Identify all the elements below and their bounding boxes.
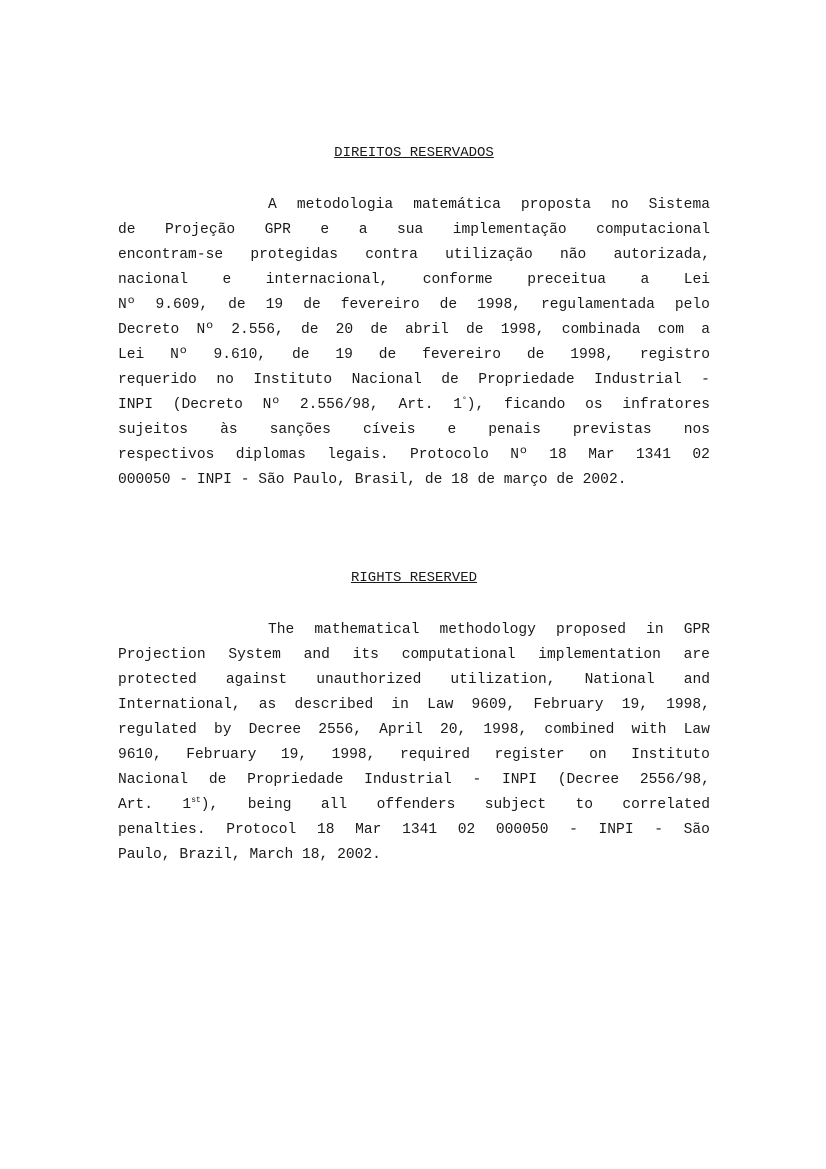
word: 000050 xyxy=(495,822,549,838)
word: 1341 xyxy=(635,447,671,463)
word: nacional xyxy=(118,272,189,288)
ordinal-superscript: ° xyxy=(461,396,467,405)
word: 2.556, xyxy=(231,322,284,338)
word: 9.609, xyxy=(155,297,209,313)
word: A xyxy=(268,197,277,213)
word: São xyxy=(258,472,285,488)
word: implementation xyxy=(538,647,661,663)
word: 1998, xyxy=(570,347,615,363)
word: Projeção xyxy=(165,222,236,238)
word: a xyxy=(640,272,650,288)
word: - xyxy=(569,822,578,838)
word: The xyxy=(268,622,295,638)
word: in xyxy=(391,697,409,713)
word: 20 xyxy=(335,322,354,338)
text-line xyxy=(118,693,710,718)
text-line xyxy=(118,318,710,343)
word: a xyxy=(358,222,368,238)
word: 9.610, xyxy=(213,347,267,363)
word: National xyxy=(584,672,655,688)
text-line xyxy=(118,768,710,793)
word: combinada xyxy=(561,322,641,338)
word: Protocolo xyxy=(410,447,489,463)
word: utilização xyxy=(445,247,533,263)
word: de xyxy=(424,472,443,488)
word: de xyxy=(439,297,458,313)
word: 19 xyxy=(335,347,353,363)
word: proposta xyxy=(520,197,591,213)
word: respectivos xyxy=(118,447,215,463)
word: 18 xyxy=(549,447,567,463)
word: 1998, xyxy=(666,697,710,713)
word: Instituto xyxy=(631,747,710,763)
word: - xyxy=(701,372,710,388)
word: registro xyxy=(639,347,710,363)
word: Art. xyxy=(398,397,434,413)
word: - xyxy=(654,822,663,838)
word: Art. xyxy=(118,797,154,813)
article-number: 1 xyxy=(182,797,192,813)
word: cíveis xyxy=(362,422,416,438)
word: with xyxy=(631,722,667,738)
word: previstas xyxy=(572,422,652,438)
word: de xyxy=(300,322,319,338)
text-line xyxy=(118,468,710,493)
word: Industrial xyxy=(594,372,682,388)
word: Propriedade xyxy=(247,772,344,788)
word: - xyxy=(179,472,189,488)
word: não xyxy=(560,247,587,263)
word: Decree xyxy=(248,722,302,738)
text-line xyxy=(118,843,710,868)
heading-rights-reserved: RIGHTS RESERVED xyxy=(350,570,478,586)
text-line xyxy=(118,643,710,668)
word: metodologia xyxy=(296,197,394,213)
word: protegidas xyxy=(250,247,338,263)
word: methodology xyxy=(439,622,536,638)
word: 02 xyxy=(457,822,476,838)
word: de xyxy=(441,372,459,388)
word: computational xyxy=(401,647,516,663)
word: Brazil, xyxy=(179,847,241,863)
word: register xyxy=(494,747,565,763)
word: sua xyxy=(396,222,424,238)
word: mathematical xyxy=(314,622,420,638)
word: 1998, xyxy=(500,322,545,338)
word: Protocol xyxy=(226,822,297,838)
word: GPR xyxy=(683,622,710,638)
word: Mar xyxy=(588,447,615,463)
word: diplomas xyxy=(235,447,306,463)
word: de xyxy=(208,772,227,788)
word: unauthorized xyxy=(316,672,422,688)
word: 2.556/98, xyxy=(299,397,379,413)
text-line xyxy=(118,818,710,843)
word: encontram-se xyxy=(118,247,224,263)
closing-paren: ), xyxy=(466,397,485,413)
word: - xyxy=(240,472,250,488)
word: INPI xyxy=(598,822,634,838)
word: International, xyxy=(118,697,241,713)
word: e xyxy=(320,222,330,238)
word: com xyxy=(657,322,685,338)
word: matemática xyxy=(413,197,501,213)
word: contra xyxy=(365,247,418,263)
word: System xyxy=(228,647,281,663)
word: a xyxy=(701,322,710,338)
text-line xyxy=(118,218,710,243)
word: Mar xyxy=(355,822,382,838)
word: February xyxy=(533,697,604,713)
word: de xyxy=(477,472,495,488)
word: all xyxy=(320,797,348,813)
word: Paulo, xyxy=(293,472,346,488)
word: no xyxy=(216,372,234,388)
word: Lei xyxy=(683,272,710,288)
word: autorizada, xyxy=(613,247,710,263)
word: Nacional xyxy=(118,772,189,788)
word: no xyxy=(611,197,629,213)
word: ficando xyxy=(504,397,566,413)
word: 19 xyxy=(265,297,284,313)
word: de xyxy=(526,347,545,363)
word: to xyxy=(575,797,593,813)
word: combined xyxy=(544,722,615,738)
word: INPI xyxy=(196,472,232,488)
word: by xyxy=(213,722,232,738)
word: março xyxy=(503,472,548,488)
word: Nº xyxy=(262,397,281,413)
text-line xyxy=(118,718,710,743)
word: Propriedade xyxy=(478,372,575,388)
word: penalties. xyxy=(118,822,206,838)
word: Nº xyxy=(510,447,528,463)
word: de xyxy=(466,322,484,338)
word: 1341 xyxy=(402,822,438,838)
word: e xyxy=(222,272,232,288)
word: on xyxy=(589,747,607,763)
word: against xyxy=(225,672,288,688)
word: Nacional xyxy=(351,372,422,388)
word: INPI xyxy=(502,772,538,788)
word: INPI xyxy=(118,397,154,413)
word: 18, xyxy=(302,847,329,863)
word: 9610, xyxy=(118,747,162,763)
word: 20, xyxy=(440,722,467,738)
word: April xyxy=(379,722,423,738)
word: GPR xyxy=(264,222,291,238)
word: São xyxy=(683,822,710,838)
word: are xyxy=(683,647,710,663)
word: e xyxy=(447,422,457,438)
word: os xyxy=(585,397,603,413)
text-line xyxy=(118,793,710,818)
word: regulated xyxy=(118,722,197,738)
text-line xyxy=(118,443,710,468)
word: internacional, xyxy=(265,272,389,288)
word: (Decreto xyxy=(172,397,243,413)
word xyxy=(453,393,484,418)
ordinal-superscript: st xyxy=(191,796,201,805)
word: 1998, xyxy=(483,722,528,738)
word: - xyxy=(472,772,482,788)
word: 19, xyxy=(280,747,308,763)
rights-notice-english xyxy=(118,568,710,868)
word: (Decree xyxy=(557,772,620,788)
word: proposed xyxy=(555,622,627,638)
word: 1998, xyxy=(477,297,521,313)
word: fevereiro xyxy=(340,297,420,313)
text-line xyxy=(118,368,710,393)
word: offenders xyxy=(376,797,456,813)
word: Nº xyxy=(118,297,136,313)
closing-paren: ), xyxy=(200,797,219,813)
word: described xyxy=(294,697,374,713)
word xyxy=(182,793,218,818)
word: 2002. xyxy=(582,472,627,488)
text-line xyxy=(118,343,710,368)
word: de xyxy=(556,472,574,488)
word: Law xyxy=(427,697,454,713)
word: de xyxy=(303,297,321,313)
word: preceitua xyxy=(527,272,607,288)
word: February xyxy=(186,747,257,763)
word: 9609, xyxy=(471,697,516,713)
word: 2556/98, xyxy=(639,772,710,788)
word: correlated xyxy=(622,797,710,813)
text-line xyxy=(118,393,710,418)
word: implementação xyxy=(452,222,567,238)
word: Paulo, xyxy=(118,847,171,863)
word: 18 xyxy=(316,822,335,838)
word: and xyxy=(683,672,710,688)
word: sujeitos xyxy=(118,422,189,438)
text-line xyxy=(118,618,710,643)
word: Sistema xyxy=(648,197,710,213)
word: protected xyxy=(118,672,197,688)
text-line xyxy=(118,668,710,693)
word: Brasil, xyxy=(354,472,417,488)
word: de xyxy=(118,222,136,238)
word: pelo xyxy=(674,297,710,313)
word: Decreto xyxy=(118,322,180,338)
word: penais xyxy=(488,422,541,438)
word: 02 xyxy=(692,447,710,463)
word: 18 xyxy=(451,472,469,488)
word: de xyxy=(228,297,246,313)
word: nos xyxy=(683,422,710,438)
word: computacional xyxy=(596,222,710,238)
text-line xyxy=(118,418,710,443)
word: its xyxy=(352,647,379,663)
word: being xyxy=(247,797,292,813)
word: requerido xyxy=(118,372,197,388)
text-line xyxy=(118,268,710,293)
word: Projection xyxy=(118,647,206,663)
word: legais. xyxy=(327,447,389,463)
word: 2002. xyxy=(337,847,381,863)
heading-direitos-reservados: DIREITOS RESERVADOS xyxy=(334,145,494,161)
word: 19, xyxy=(621,697,648,713)
word: 1998, xyxy=(331,747,376,763)
word: conforme xyxy=(422,272,493,288)
word: March xyxy=(249,847,294,863)
word: regulamentada xyxy=(541,297,655,313)
word: Industrial xyxy=(364,772,452,788)
word: 2556, xyxy=(318,722,363,738)
word: Lei xyxy=(118,347,145,363)
word: 000050 xyxy=(118,472,171,488)
word: fevereiro xyxy=(422,347,501,363)
word: Nº xyxy=(196,322,215,338)
word: Nº xyxy=(170,347,188,363)
word: Law xyxy=(683,722,710,738)
word: utilization, xyxy=(450,672,556,688)
word: subject xyxy=(484,797,547,813)
word: as xyxy=(258,697,277,713)
word: infratores xyxy=(622,397,710,413)
rights-notice-portuguese xyxy=(118,143,710,493)
word: abril xyxy=(405,322,449,338)
article-number: 1 xyxy=(453,397,462,413)
text-line xyxy=(118,293,710,318)
text-line xyxy=(118,193,710,218)
word: Instituto xyxy=(253,372,333,388)
word: and xyxy=(303,647,330,663)
word: de xyxy=(291,347,310,363)
word: às xyxy=(220,422,238,438)
text-line xyxy=(118,743,710,768)
word: in xyxy=(646,622,664,638)
text-line xyxy=(118,243,710,268)
word: sanções xyxy=(269,422,331,438)
word: required xyxy=(399,747,470,763)
word: de xyxy=(378,347,397,363)
word: de xyxy=(370,322,388,338)
